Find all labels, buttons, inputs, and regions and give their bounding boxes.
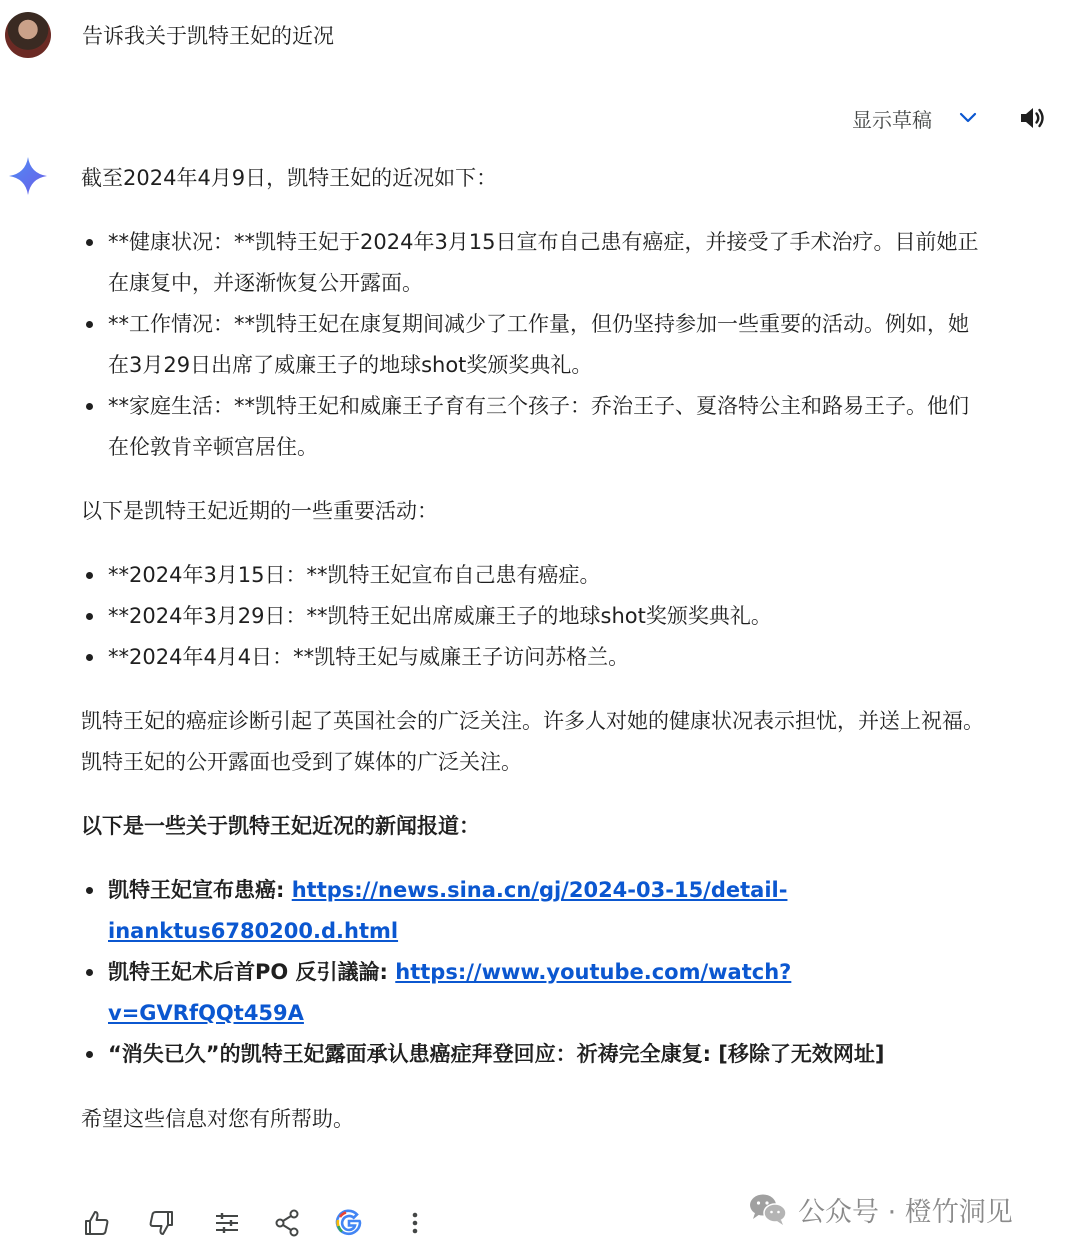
reaction-paragraph: 凯特王妃的癌症诊断引起了英国社会的广泛关注。许多人对她的健康状况表示担忧，并送上祝福。凯特王妃的公开露面也受到了媒体的广泛关注。	[81, 709, 984, 774]
show-drafts-button[interactable]: 显示草稿	[852, 108, 932, 132]
chevron-down-icon[interactable]	[956, 106, 980, 130]
response-intro: 截至2024年4月9日，凯特王妃的近况如下：	[81, 166, 498, 190]
activities-intro: 以下是凯特王妃近期的一些重要活动：	[81, 499, 438, 523]
modify-response-icon[interactable]	[212, 1208, 242, 1238]
list-item: **2024年3月29日：**凯特王妃出席威廉王子的地球shot奖颁奖典礼。	[81, 596, 986, 637]
news-title: 凯特王妃术后首PO 反引議論:	[108, 960, 396, 984]
news-item	[81, 1034, 986, 1075]
news-link-youtube[interactable]: https://www.youtube.com/watch? v=GVRfQQt459A	[108, 960, 792, 1025]
news-list	[81, 870, 986, 1075]
thumbs-up-icon[interactable]	[82, 1208, 112, 1238]
google-icon[interactable]	[334, 1208, 364, 1238]
news-item	[81, 952, 986, 1034]
share-icon[interactable]	[272, 1208, 302, 1238]
watermark-text: 公众号 · 橙竹洞见	[798, 1197, 1013, 1228]
user-avatar	[5, 12, 51, 58]
response-body	[81, 158, 986, 1140]
news-heading: 以下是一些关于凯特王妃近况的新闻报道：	[81, 814, 480, 838]
wechat-logo-icon	[748, 1192, 788, 1226]
list-item: **健康状况：**凯特王妃于2024年3月15日宣布自己患有癌症，并接受了手术治疗。目前她正在康复中，并逐渐恢复公开露面。	[81, 222, 986, 304]
status-list	[81, 222, 986, 468]
thumbs-down-icon[interactable]	[146, 1208, 176, 1238]
news-title: 凯特王妃宣布患癌:	[108, 878, 292, 902]
news-link-sina[interactable]: https://news.sina.cn/gj/2024-03-15/detail- inanktus6780200.d.html	[108, 878, 788, 943]
speaker-icon[interactable]	[1016, 102, 1048, 134]
news-item	[81, 870, 986, 952]
list-item: **2024年4月4日：**凯特王妃与威廉王子访问苏格兰。	[81, 637, 986, 678]
list-item: **家庭生活：**凯特王妃和威廉王子育有三个孩子：乔治王子、夏洛特公主和路易王子。他们在伦敦肯辛顿宫居住。	[81, 386, 986, 468]
more-options-icon[interactable]	[400, 1208, 430, 1238]
activities-list	[81, 555, 986, 678]
list-item: **工作情况：**凯特王妃在康复期间减少了工作量，但仍坚持参加一些重要的活动。例如，她在3月29日出席了威廉王子的地球shot奖颁奖典礼。	[81, 304, 986, 386]
gemini-sparkle-icon	[8, 156, 48, 196]
news-title: “消失已久”的凯特王妃露面承认患癌症拜登回应：祈祷完全康复: [移除了无效网址]	[108, 1042, 885, 1066]
list-item: **2024年3月15日：**凯特王妃宣布自己患有癌症。	[81, 555, 986, 596]
closing-text: 希望这些信息对您有所帮助。	[81, 1107, 354, 1131]
user-prompt-text: 告诉我关于凯特王妃的近况	[82, 24, 334, 48]
